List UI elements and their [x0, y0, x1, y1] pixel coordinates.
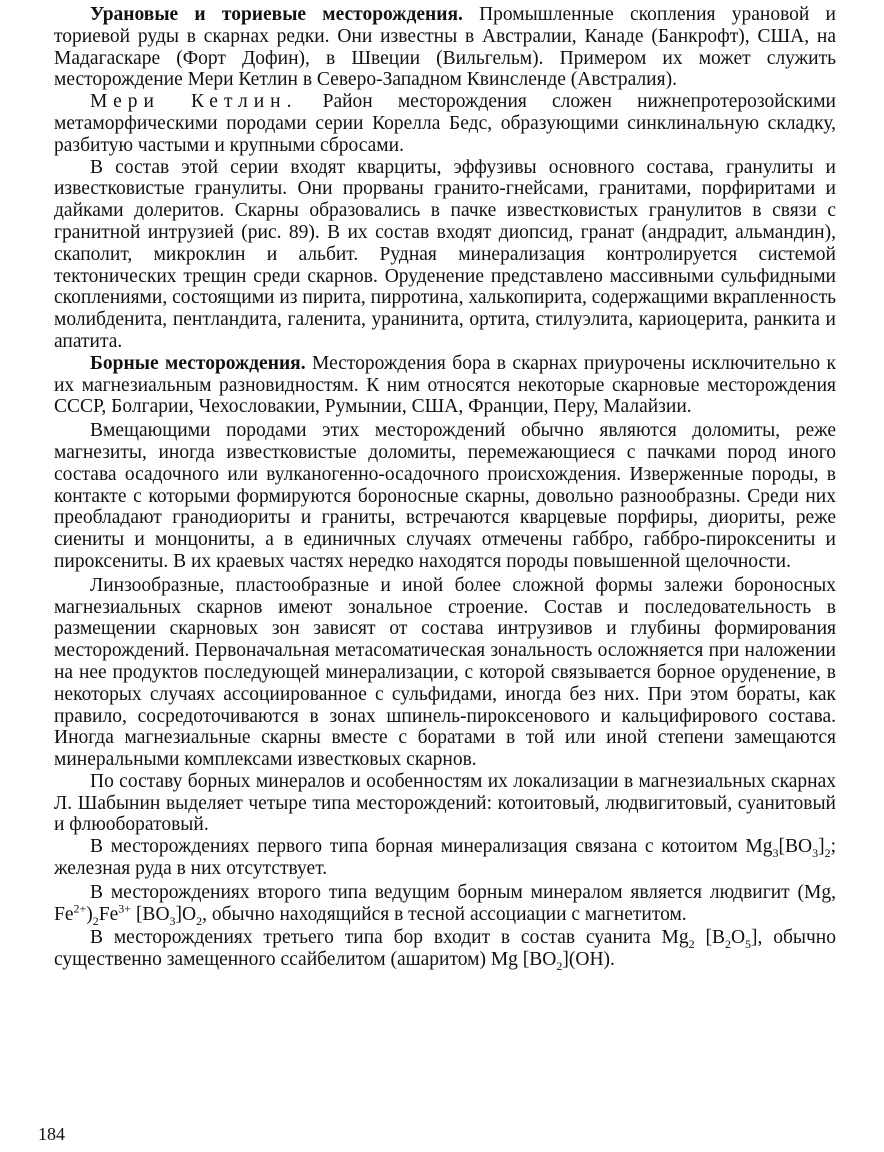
paragraph-uranium-thorium: [54, 4, 836, 91]
subscript: 2: [688, 937, 695, 952]
subscript: 2: [824, 846, 831, 861]
subscript: 2: [724, 937, 731, 952]
text-segment: ], обычно существенно замещенного ссайбелитом (ашаритом) Mg [BO: [54, 927, 836, 971]
paragraph-zonation: [54, 575, 836, 771]
paragraph-text: Месторождения бора в скарнах приурочены исключительно к их магнезиальным разновидностям. К ним относятся некоторые скарновые месторождения СССР, Болгарии, Чехословакии, Румынии, США, Франции, Перу, Малайзии.: [54, 352, 836, 418]
subscript: 3: [169, 913, 176, 928]
subscript: 2: [196, 913, 203, 928]
paragraph-text: Вмещающими породами этих месторождений обычно являются доломиты, реже магнезиты, иногда известковистые доломиты, перемежающиеся с пачками пород иного состава осадочного или вулканогенно-осадочного происхождения. Изверженные породы, в контакте с которыми формируются бороносные скарны, довольно разнообразны. Среди них преобладают гранодиориты и граниты, встречаются кварцевые порфиры, диориты, реже сиениты и монцониты, а в единичных случаях отмечены габбро, габбро-пироксениты и пироксениты. В их краевых частях нередко находятся породы повышенной щелочности.: [54, 420, 836, 572]
subscript: 3: [772, 846, 779, 861]
text-segment: [BO: [131, 903, 170, 925]
paragraph-boron-deposits: [54, 353, 836, 418]
superscript: 2+: [73, 901, 87, 916]
section-heading-uranium-thorium: Урановые и ториевые месторождения.: [90, 4, 463, 25]
text-segment: В месторождениях первого типа борная минерализация связана с котоитом Mg: [90, 836, 773, 858]
paragraph-text: Линзообразные, пластообразные и иной более сложной формы залежи бороносных магнезиальных скарнов имеют зональное строение. Состав и последовательность в размещении скарновых зон зависят от состава интрузивов и глубины формирования месторождений. Первоначальная метасоматическая зональность осложняется при наложении на нее продуктов последующей минерализации, с которой связывается борное оруденение, в некоторых случаях ассоциированное с сульфидами, иногда без них. При этом бораты, как правило, сосредоточиваются в зонах шпинель-пироксенового и кальцифирового состава. Иногда магнезиальные скарны вместе с боратами в той или иной степени замещаются минеральными комплексами известковых скарнов.: [54, 574, 836, 771]
paragraph-type-two: [54, 882, 836, 926]
text-segment: ): [86, 903, 93, 925]
text-segment: В месторождениях второго типа ведущим борным минералом является людвигит (Mg, Fe: [54, 881, 836, 925]
subscript: 3: [812, 846, 819, 861]
paragraph-text: В состав этой серии входят кварциты, эффузивы основного состава, гранулиты и известковистые гранулиты. Они прорваны гранито-гнейсами, гранитами, порфиритами и дайками долеритов. Скарны образовались в пачке известковистых гранулитов в связи с гранитной интрузией (рис. 89). В их состав входят диопсид, гранат (андрадит, альмандин), скаполит, микроклин и альбит. Рудная минерализация контролируется системой тектонических трещин среди скарнов. Оруденение представлено массивными сульфидными скоплениями, состоящими из пирита, пирротина, халькопирита, содержащими вкрапленность молибденита, пентландита, галенита, уранинита, ортита, стилуэлита, кариоцерита, ранкита и апатита.: [54, 156, 836, 352]
paragraph-text: Район месторождения сложен нижнепротерозойскими метаморфическими породами серии Корелла Бедс, образующими синклинальную складку, разбитую частыми и крупными сбросами.: [54, 91, 836, 156]
superscript: 3+: [118, 901, 132, 916]
paragraph-mary-kathleen: [54, 91, 836, 156]
text-segment: , обычно находящийся в тесной ассоциации с магнетитом.: [202, 903, 687, 925]
paragraph-type-three: [54, 927, 836, 974]
text-segment: ](OH).: [562, 949, 615, 971]
subscript: 2: [92, 913, 99, 928]
text-segment: [B: [694, 927, 725, 949]
section-heading-boron: Борные месторождения.: [90, 352, 306, 374]
text-segment: ; железная руда в них отсутствует.: [54, 836, 836, 880]
text-segment: ]: [818, 836, 825, 858]
subscript: 5: [745, 937, 752, 952]
page-number: 184: [38, 1124, 65, 1144]
text-segment: В месторождениях третьего типа бор входит в состав суанита Mg: [90, 927, 689, 949]
paragraph-series-composition: [54, 157, 836, 353]
paragraph-text: Промышленные скопления урановой и ториевой руды в скарнах редки. Они известны в Австралии, Канаде (Банкрофт), США, на Мадагаскаре (Форт Дофин), в Швеции (Вильгельм). Примером их может служить месторождение Мери Кетлин в Северо-Западном Квинсленде (Австралия).: [54, 4, 836, 91]
text-segment: ]O: [175, 903, 197, 925]
deposit-name-mary-kathleen: Мери Кетлин.: [90, 91, 298, 113]
paragraph-type-one: [54, 836, 836, 880]
text-segment: [BO: [778, 836, 813, 858]
subscript: 2: [556, 959, 563, 974]
paragraph-host-rocks: [54, 420, 836, 573]
paragraph-text: По составу борных минералов и особенностям их локализации в магнезиальных скарнах Л. Шабынин выделяет четыре типа месторождений: котоитовый, людвигитовый, суанитовый и флюоборатовый.: [54, 770, 836, 836]
text-segment: O: [730, 927, 746, 949]
paragraph-deposit-types: [54, 771, 836, 836]
text-segment: Fe: [98, 903, 119, 925]
